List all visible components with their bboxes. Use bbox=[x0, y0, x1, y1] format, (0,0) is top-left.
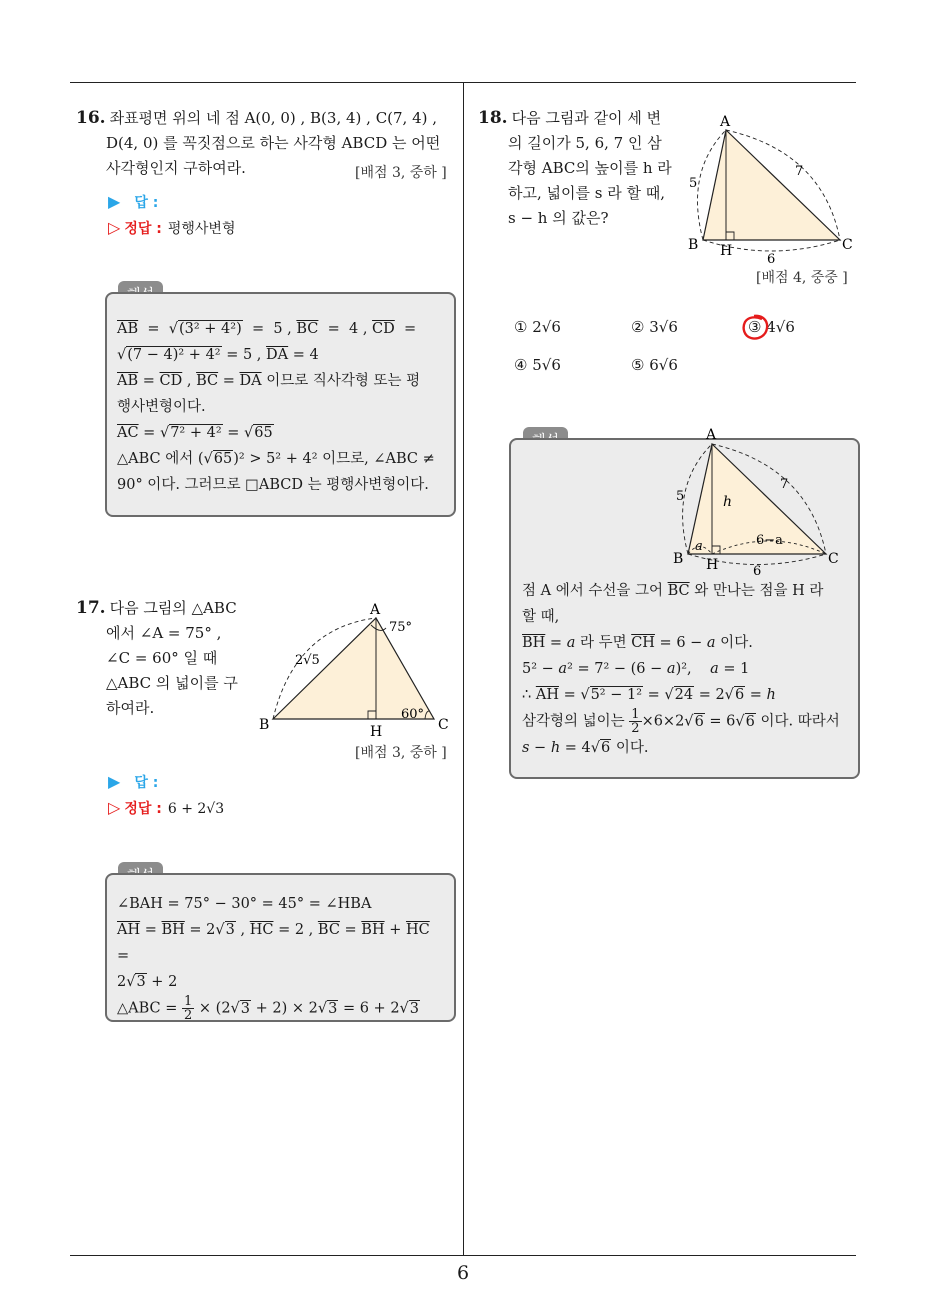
choice-mark: ③ bbox=[748, 318, 762, 336]
problem-text: 사각형인지 구하여라. bbox=[106, 159, 246, 177]
correct-answer-line bbox=[108, 218, 235, 238]
foot-h: H bbox=[706, 557, 719, 573]
choice-value: 5√6 bbox=[532, 356, 561, 374]
problem-text: 에서 ∠A = 75° , bbox=[106, 624, 222, 642]
page-number: 6 bbox=[456, 1262, 470, 1284]
choice-mark: ② bbox=[631, 318, 645, 336]
answer-line bbox=[108, 192, 158, 212]
problem-text: 하고, 넓이를 s 라 할 때, bbox=[508, 184, 665, 202]
problem-number: 16. bbox=[76, 108, 106, 128]
side-ac-label: 7 bbox=[780, 477, 789, 492]
vertex-b: B bbox=[688, 237, 699, 253]
choice-mark: ① bbox=[514, 318, 528, 336]
choice-1[interactable] bbox=[514, 318, 561, 336]
bottom-rule bbox=[70, 1255, 856, 1256]
vertex-a: A bbox=[370, 602, 381, 618]
triangle-abc bbox=[703, 130, 840, 240]
side-bc-label: 6 bbox=[753, 564, 762, 579]
angle-a-label: 75° bbox=[389, 620, 413, 635]
foot-h: H bbox=[720, 243, 733, 259]
problem-text: △ABC 의 넓이를 구 bbox=[106, 674, 238, 692]
choice-value: 4√6 bbox=[766, 318, 795, 336]
foot-h: H bbox=[370, 724, 383, 738]
solution-text: 점 A 에서 수선을 그어 $\overline{BC}$ 와 만나는 점을 H 라 할 때, $\overline{BH} = a$ 라 두면 $\overline{CH} = 6 - a$ 이다. 5² − a² = 7² − (6 − a)², a = 1 ∴ $\overline{AH} = √5^2 - 1^2 = √24 = 2√6 = h$ 삼각형의 넓이는 $\frac{1}{2}$ ×6×2√6 = 6√6 이다. 따라서 s − h = 4√6 이다. bbox=[522, 583, 840, 756]
solution-text: $\overline{AB} = √(3^2 + 4^2) = 5$ , $\overline{BC} = 4$ , $\overline{CD}$ = √(7 − 4)² + 4² = 5 , $\overline{DA} = 4$ $\overline{AB} = \overline{CD}$ , $\overline{BC} = \overline{DA}$ 이므로 직사각형 또는 평 행사변형이다. $\overline{AC} = √7^2 + 4^2 = √65$ △ABC 에서 (√65)² > 5² + 4² 이므로, ∠ABC ≠ 90° 이다. 그러므로 □ABCD 는 평행사변형이다. bbox=[117, 321, 435, 493]
solution-text: ∠BAH = 75° − 30° = 45° = ∠HBA $\overline{AH} = \overline{BH} = 2√3$ , $\overline{HC} = 2$ , $\overline{BC} = \overline{BH} + \overline{HC}$ = 2√3 + 2 △ABC = $\frac{1}{2}$ × (2√3 + 2) × 2√3 = 6 + 2√3 bbox=[117, 896, 430, 1023]
problem-text: 다음 그림과 같이 세 변 bbox=[511, 109, 662, 127]
side-bc-label: 6 bbox=[767, 252, 776, 267]
triangle-figure-18 bbox=[683, 112, 858, 267]
choice-2[interactable] bbox=[631, 318, 678, 336]
choice-value: 6√6 bbox=[649, 356, 678, 374]
choice-5[interactable] bbox=[631, 356, 678, 374]
correct-value: 6 + 2√3 bbox=[167, 801, 225, 817]
vertex-c: C bbox=[438, 717, 449, 733]
column-divider bbox=[463, 82, 464, 1256]
correct-label: 정답 : bbox=[124, 801, 162, 817]
vertex-a: A bbox=[720, 114, 731, 130]
problem-number: 17. bbox=[76, 598, 106, 618]
correct-value: 평행사변형 bbox=[167, 221, 236, 237]
answer-label: 답 : bbox=[134, 195, 159, 211]
outline-triangle-icon: ▷ bbox=[108, 218, 121, 237]
problem-text: 다음 그림의 △ABC bbox=[109, 599, 237, 617]
vertex-a: A bbox=[706, 427, 717, 443]
selected-circle-icon bbox=[740, 313, 772, 343]
problem-text: 의 길이가 5, 6, 7 인 삼 bbox=[508, 134, 662, 152]
points-label: [배점 4, 중중 ] bbox=[756, 270, 848, 286]
correct-answer-line bbox=[108, 798, 224, 818]
triangle-figure-17 bbox=[255, 598, 460, 738]
solution-figure-18 bbox=[668, 424, 848, 579]
answer-line bbox=[108, 772, 158, 792]
side-ac-label: 7 bbox=[795, 164, 804, 179]
problem-17 bbox=[76, 596, 256, 721]
vertex-b: B bbox=[259, 717, 270, 733]
angle-c-label: 60° bbox=[401, 707, 425, 722]
vertex-c: C bbox=[842, 237, 853, 253]
problem-text: 좌표평면 위의 네 점 A(0, 0) , B(3, 4) , C(7, 4) , bbox=[109, 109, 438, 127]
problem-18 bbox=[478, 106, 678, 231]
play-triangle-icon: ▶ bbox=[108, 772, 121, 791]
play-triangle-icon: ▶ bbox=[108, 192, 121, 211]
points-label: [배점 3, 중하 ] bbox=[355, 745, 447, 761]
choice-value: 3√6 bbox=[649, 318, 678, 336]
problem-text: ∠C = 60° 일 때 bbox=[106, 649, 218, 667]
side-ab-label: 5 bbox=[676, 489, 685, 504]
points-label: [배점 3, 중하 ] bbox=[355, 165, 447, 181]
problem-text: s − h 의 값은? bbox=[508, 209, 609, 227]
vertex-c: C bbox=[828, 551, 839, 567]
bh-label: a bbox=[695, 539, 703, 554]
vertex-b: B bbox=[673, 551, 684, 567]
choice-value: 2√6 bbox=[532, 318, 561, 336]
height-label: h bbox=[723, 494, 733, 510]
outline-triangle-icon: ▷ bbox=[108, 798, 121, 817]
correct-label: 정답 : bbox=[124, 221, 162, 237]
choice-mark: ④ bbox=[514, 356, 528, 374]
problem-number: 18. bbox=[478, 108, 508, 128]
problem-text: D(4, 0) 를 꼭짓점으로 하는 사각형 ABCD 는 어떤 bbox=[106, 134, 441, 152]
side-ab-label: 2√5 bbox=[295, 653, 320, 668]
choice-mark: ⑤ bbox=[631, 356, 645, 374]
choice-4[interactable] bbox=[514, 356, 561, 374]
ch-label: 6−a bbox=[756, 533, 783, 548]
side-ab-label: 5 bbox=[689, 176, 698, 191]
problem-text: 각형 ABC의 높이를 h 라 bbox=[508, 159, 672, 177]
answer-label: 답 : bbox=[134, 775, 159, 791]
problem-text: 하여라. bbox=[106, 699, 155, 717]
